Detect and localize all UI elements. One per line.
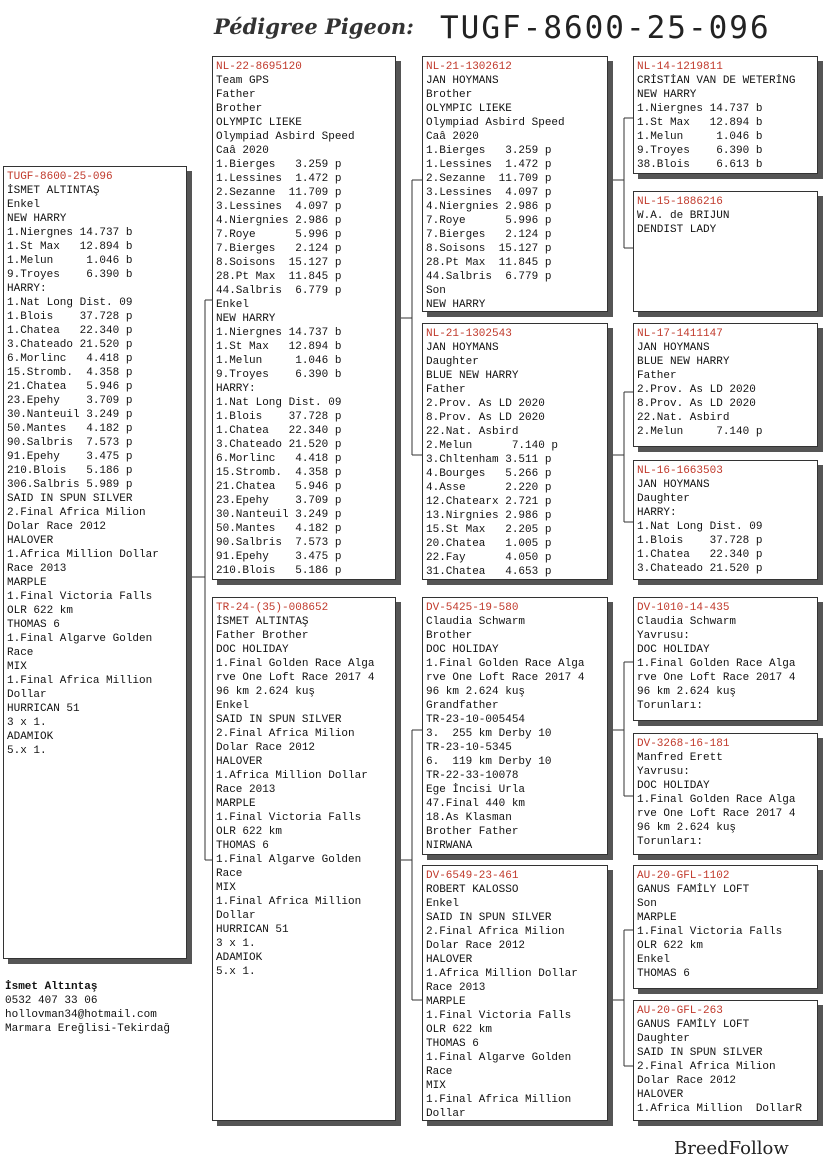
pedigree-line: 8.Soisons 15.127 p xyxy=(426,243,552,255)
pedigree-line: DOC HOLIDAY xyxy=(637,780,710,792)
pedigree-line: ADAMIOK xyxy=(216,952,263,964)
pedigree-line: Manfred Erett xyxy=(637,752,723,764)
pedigree-line: 7.Bierges 2.124 p xyxy=(426,229,552,241)
pedigree-line: 21.Chatea 5.946 p xyxy=(7,381,133,393)
pedigree-line: 1.Final Algarve Golden xyxy=(7,633,153,645)
pedigree-line: 23.Epehy 3.709 p xyxy=(7,395,133,407)
pedigree-line: MARPLE xyxy=(7,577,47,589)
pedigree-line: İSMET ALTINTAŞ xyxy=(7,185,100,197)
pigeon-card-subject[interactable] xyxy=(3,166,187,959)
pedigree-line: 8.Soisons 15.127 p xyxy=(216,257,342,269)
pedigree-line: 22.Fay 4.050 p xyxy=(426,552,552,564)
pedigree-line: OLR 622 km xyxy=(637,940,704,952)
pedigree-line: 1.Chatea 22.340 p xyxy=(216,425,342,437)
pigeon-ring-number: TUGF-8600-25-096 xyxy=(440,10,771,46)
pedigree-line: Ege İncisi Urla xyxy=(426,784,526,796)
pedigree-line: 90.Salbris 7.573 p xyxy=(7,437,133,449)
pedigree-line: GANUS FAMİLY LOFT xyxy=(637,884,750,896)
ring-number: AU-20-GFL-1102 xyxy=(637,870,730,882)
pedigree-line: Father xyxy=(637,370,677,382)
pigeon-card-father-sire[interactable] xyxy=(422,56,608,312)
pedigree-line: 1.Blois 37.728 p xyxy=(7,311,133,323)
owner-info xyxy=(5,980,170,1036)
ring-number: DV-3268-16-181 xyxy=(637,738,730,750)
pedigree-line: Caâ 2020 xyxy=(426,131,479,143)
pedigree-line: Son xyxy=(426,285,446,297)
pedigree-line: Team GPS xyxy=(216,75,269,87)
pedigree-line: Race xyxy=(7,647,34,659)
pedigree-line: THOMAS 6 xyxy=(426,1038,479,1050)
pigeon-card-father-dam[interactable] xyxy=(422,323,608,580)
pedigree-line: 4.Bourges 5.266 p xyxy=(426,468,552,480)
pedigree-line: 28.Pt Max 11.845 p xyxy=(216,271,342,283)
pedigree-line: ROBERT KALOSSO xyxy=(426,884,519,896)
pedigree-line: NIRWANA xyxy=(426,840,473,852)
pedigree-line: 15.St Max 2.205 p xyxy=(426,524,552,536)
pedigree-line: 47.Final 440 km xyxy=(426,798,526,810)
pedigree-line: 8.Prov. As LD 2020 xyxy=(426,412,545,424)
pedigree-line: W.A. de BRIJUN xyxy=(637,210,730,222)
pedigree-line: HALOVER xyxy=(426,954,473,966)
ring-number: NL-22-8695120 xyxy=(216,61,302,73)
pedigree-line: MIX xyxy=(7,661,27,673)
pedigree-line: 28.Pt Max 11.845 p xyxy=(426,257,552,269)
pedigree-line: JAN HOYMANS xyxy=(637,479,710,491)
ring-number: DV-6549-23-461 xyxy=(426,870,519,882)
pedigree-line: Race 2013 xyxy=(7,563,67,575)
pedigree-line: 9.Troyes 6.390 b xyxy=(637,145,763,157)
ring-number: NL-15-1886216 xyxy=(637,196,723,208)
pedigree-line: CRİSTİAN VAN DE WETERİNG xyxy=(637,75,796,87)
pedigree-line: HARRY: xyxy=(216,383,256,395)
pedigree-line: 12.Chatearx 2.721 p xyxy=(426,496,552,508)
pedigree-line: Race 2013 xyxy=(216,784,276,796)
pedigree-line: MIX xyxy=(426,1080,446,1092)
pedigree-line: 6.Morlinc 4.418 p xyxy=(7,353,133,365)
pedigree-line: 91.Epehy 3.475 p xyxy=(7,451,133,463)
pedigree-line: 1.Niergnes 14.737 b xyxy=(216,327,342,339)
pedigree-line: Claudia Schwarm xyxy=(637,616,737,628)
pedigree-line: HURRICAN 51 xyxy=(7,703,80,715)
pigeon-card-mff[interactable] xyxy=(633,597,818,721)
pedigree-line: OLR 622 km xyxy=(426,1024,493,1036)
pedigree-line: TR-23-10-005454 xyxy=(426,714,526,726)
pedigree-line: Father xyxy=(216,89,256,101)
pedigree-line: 7.Roye 5.996 p xyxy=(426,215,552,227)
pedigree-line: NEW HARRY xyxy=(426,299,486,311)
pedigree-line: 9.Troyes 6.390 b xyxy=(7,269,133,281)
pedigree-line: HURRICAN 51 xyxy=(216,924,289,936)
pedigree-line: Olympiad Asbird Speed xyxy=(216,131,355,143)
pedigree-line: 18.As Klasman xyxy=(426,812,512,824)
pedigree-line: 3.Chateado 21.520 p xyxy=(216,439,342,451)
pedigree-line: 5.x 1. xyxy=(216,966,256,978)
pedigree-line: 1.Chatea 22.340 p xyxy=(637,549,763,561)
pigeon-card-mother-dam[interactable] xyxy=(422,865,608,1121)
pedigree-line: 91.Epehy 3.475 p xyxy=(216,551,342,563)
pedigree-line: 1.St Max 12.894 b xyxy=(216,341,342,353)
pedigree-line: 1.Final Golden Race Alga xyxy=(637,658,796,670)
pedigree-line: Torunları: xyxy=(637,700,704,712)
pedigree-line: SAID IN SPUN SILVER xyxy=(426,912,552,924)
pigeon-card-father[interactable] xyxy=(212,56,396,580)
pedigree-line: 1.Final Victoria Falls xyxy=(216,812,362,824)
pedigree-line: 30.Nanteuil 3.249 p xyxy=(216,509,342,521)
pedigree-line: Race xyxy=(426,1066,453,1078)
pedigree-line: rve One Loft Race 2017 4 xyxy=(637,808,796,820)
pedigree-line: rve One Loft Race 2017 4 xyxy=(426,672,585,684)
pedigree-line: 9.Troyes 6.390 b xyxy=(216,369,342,381)
pedigree-line: 1.St Max 12.894 b xyxy=(7,241,133,253)
pedigree-line: Brother xyxy=(216,103,263,115)
pedigree-line: 44.Salbris 6.779 p xyxy=(426,271,552,283)
pedigree-line: 210.Blois 5.186 p xyxy=(216,565,342,577)
pigeon-card-mother[interactable] xyxy=(212,597,396,1121)
pedigree-line: SAID IN SPUN SILVER xyxy=(216,714,342,726)
pedigree-line: Father xyxy=(426,384,466,396)
pedigree-line: 4.Niergnies 2.986 p xyxy=(216,215,342,227)
ring-number: DV-5425-19-580 xyxy=(426,602,519,614)
pedigree-line: DOC HOLIDAY xyxy=(637,644,710,656)
pedigree-line: TR-23-10-5345 xyxy=(426,742,512,754)
pigeon-card-ffm[interactable] xyxy=(633,191,818,312)
pigeon-card-mmf[interactable] xyxy=(633,865,818,989)
pedigree-line: Daughter xyxy=(426,356,479,368)
pigeon-card-fmf[interactable] xyxy=(633,323,818,447)
pedigree-line: 1.Melun 1.046 b xyxy=(637,131,763,143)
pedigree-line: 3.Chltenham 3.511 p xyxy=(426,454,552,466)
pedigree-heading: Pédigree Pigeon: xyxy=(214,14,414,39)
pedigree-line: MIX xyxy=(216,882,236,894)
pedigree-line: HARRY: xyxy=(637,507,677,519)
pedigree-line: 3 x 1. xyxy=(216,938,256,950)
pedigree-line: TR-22-33-10078 xyxy=(426,770,519,782)
pedigree-line: 3.Chateado 21.520 p xyxy=(7,339,133,351)
pedigree-line: NEW HARRY xyxy=(216,313,276,325)
pedigree-line: Dollar xyxy=(7,689,47,701)
pedigree-line: 50.Mantes 4.182 p xyxy=(7,423,133,435)
pedigree-line: Dolar Race 2012 xyxy=(637,1075,737,1087)
pedigree-line: Dolar Race 2012 xyxy=(7,521,107,533)
pedigree-line: OLR 622 km xyxy=(7,605,74,617)
ring-number: NL-14-1219811 xyxy=(637,61,723,73)
pedigree-line: 96 km 2.624 kuş xyxy=(637,686,737,698)
pedigree-line: OLR 622 km xyxy=(216,826,283,838)
pedigree-line: JAN HOYMANS xyxy=(426,75,499,87)
pedigree-line: HALOVER xyxy=(216,756,263,768)
pedigree-line: 2.Final Africa Milion xyxy=(426,926,565,938)
pedigree-line: 3.Lessines 4.097 p xyxy=(426,187,552,199)
pedigree-line: 1.Bierges 3.259 p xyxy=(426,145,552,157)
pedigree-line: 8.Prov. As LD 2020 xyxy=(637,398,756,410)
pedigree-line: Torunları: xyxy=(637,836,704,848)
pedigree-line: HALOVER xyxy=(637,1089,684,1101)
pedigree-line: 2.Melun 7.140 p xyxy=(426,440,559,452)
pedigree-line: 2.Final Africa Milion xyxy=(637,1061,776,1073)
pedigree-line: 4.Asse 2.220 p xyxy=(426,482,552,494)
pedigree-line: Enkel xyxy=(7,199,41,211)
pedigree-line: HALOVER xyxy=(7,535,54,547)
pigeon-card-fmm[interactable] xyxy=(633,460,818,580)
pedigree-line: 1.Africa Million DollarR xyxy=(637,1103,803,1115)
pedigree-line: Caâ 2020 xyxy=(216,145,269,157)
ring-number: TR-24-(35)-008652 xyxy=(216,602,329,614)
pedigree-line: 2.Sezanne 11.709 p xyxy=(426,173,552,185)
pedigree-line: 1.Final Golden Race Alga xyxy=(637,794,796,806)
pedigree-line: OLYMPIC LIEKE xyxy=(216,117,302,129)
pedigree-line: Olympiad Asbird Speed xyxy=(426,117,565,129)
pedigree-line: THOMAS 6 xyxy=(216,840,269,852)
pedigree-line: 7.Bierges 2.124 p xyxy=(216,243,342,255)
pedigree-line: BLUE NEW HARRY xyxy=(426,370,519,382)
pedigree-line: NEW HARRY xyxy=(7,213,67,225)
pedigree-line: 1.Nat Long Dist. 09 xyxy=(637,521,763,533)
pedigree-line: Race 2013 xyxy=(426,982,486,994)
pedigree-line: 21.Chatea 5.946 p xyxy=(216,481,342,493)
pedigree-line: 210.Blois 5.186 p xyxy=(7,465,133,477)
owner-phone[interactable]: 0532 407 33 06 xyxy=(5,995,98,1007)
pedigree-line: 1.Chatea 22.340 p xyxy=(7,325,133,337)
pedigree-line: 96 km 2.624 kuş xyxy=(216,686,316,698)
pedigree-line: Brother xyxy=(426,89,473,101)
pedigree-line: Brother xyxy=(426,630,473,642)
pedigree-line: HARRY: xyxy=(7,283,47,295)
pedigree-line: DOC HOLIDAY xyxy=(216,644,289,656)
pedigree-line: JAN HOYMANS xyxy=(426,342,499,354)
pedigree-line: 1.Final Victoria Falls xyxy=(7,591,153,603)
pedigree-line: 2.Final Africa Milion xyxy=(7,507,146,519)
pedigree-line: 3.Chateado 21.520 p xyxy=(637,563,763,575)
pedigree-line: Dollar xyxy=(426,1108,466,1120)
pedigree-line: 90.Salbris 7.573 p xyxy=(216,537,342,549)
pedigree-line: MARPLE xyxy=(216,798,256,810)
pigeon-card-mfm[interactable] xyxy=(633,733,818,855)
pedigree-line: 6. 119 km Derby 10 xyxy=(426,756,552,768)
pedigree-line: MARPLE xyxy=(637,912,677,924)
pedigree-line: 20.Chatea 1.005 p xyxy=(426,538,552,550)
pedigree-line: 1.Nat Long Dist. 09 xyxy=(216,397,342,409)
pedigree-line: 1.Blois 37.728 p xyxy=(637,535,763,547)
pedigree-line: 2.Final Africa Milion xyxy=(216,728,355,740)
pedigree-line: 96 km 2.624 kuş xyxy=(637,822,737,834)
pedigree-line: rve One Loft Race 2017 4 xyxy=(637,672,796,684)
pedigree-line: MARPLE xyxy=(426,996,466,1008)
pedigree-line: 3 x 1. xyxy=(7,717,47,729)
pedigree-line: 5.x 1. xyxy=(7,745,47,757)
pedigree-line: 96 km 2.624 kuş xyxy=(426,686,526,698)
pedigree-line: 306.Salbris 5.989 p xyxy=(7,479,133,491)
pedigree-line: 1.Nat Long Dist. 09 xyxy=(7,297,133,309)
ring-number: DV-1010-14-435 xyxy=(637,602,730,614)
pedigree-line: Daughter xyxy=(637,1033,690,1045)
owner-name: İsmet Altıntaş xyxy=(5,981,98,993)
pedigree-line: Dollar xyxy=(216,910,256,922)
pedigree-line: Enkel xyxy=(216,299,250,311)
pedigree-line: 1.Melun 1.046 b xyxy=(216,355,342,367)
pigeon-card-mother-sire[interactable] xyxy=(422,597,608,855)
pedigree-line: 1.Africa Million Dollar xyxy=(7,549,159,561)
pedigree-line: rve One Loft Race 2017 4 xyxy=(216,672,375,684)
pedigree-line: Grandfather xyxy=(426,700,499,712)
pedigree-line: 50.Mantes 4.182 p xyxy=(216,523,342,535)
pedigree-line: Dolar Race 2012 xyxy=(426,940,526,952)
pedigree-line: 6.Morlinc 4.418 p xyxy=(216,453,342,465)
pedigree-line: 15.Stromb. 4.358 p xyxy=(7,367,133,379)
pedigree-line: DOC HOLIDAY xyxy=(426,644,499,656)
pedigree-line: 1.Melun 1.046 b xyxy=(7,255,133,267)
pedigree-line: 23.Epehy 3.709 p xyxy=(216,495,342,507)
ring-number: NL-21-1302612 xyxy=(426,61,512,73)
pedigree-line: 1.Africa Million Dollar xyxy=(426,968,578,980)
pedigree-line: OLYMPIC LIEKE xyxy=(426,103,512,115)
pedigree-line: 22.Nat. Asbird xyxy=(426,426,519,438)
pedigree-line: 31.Chatea 4.653 p xyxy=(426,566,552,578)
pigeon-card-fff[interactable] xyxy=(633,56,818,174)
pedigree-line: 1.Final Africa Million xyxy=(216,896,362,908)
pedigree-line: Brother Father xyxy=(426,826,519,838)
pedigree-line: 2.Prov. As LD 2020 xyxy=(637,384,756,396)
pedigree-line: SAID IN SPUN SILVER xyxy=(7,493,133,505)
pedigree-line: 1.Final Africa Million xyxy=(426,1094,572,1106)
pedigree-line: JAN HOYMANS xyxy=(637,342,710,354)
pedigree-line: İSMET ALTINTAŞ xyxy=(216,616,309,628)
pedigree-line: Yavrusu: xyxy=(637,630,690,642)
pedigree-line: 1.Final Victoria Falls xyxy=(637,926,783,938)
pedigree-line: 1.Bierges 3.259 p xyxy=(216,159,342,171)
pedigree-line: Dolar Race 2012 xyxy=(216,742,316,754)
pedigree-line: 7.Roye 5.996 p xyxy=(216,229,342,241)
pedigree-line: Daughter xyxy=(637,493,690,505)
pedigree-line: 1.Lessines 1.472 p xyxy=(216,173,342,185)
pedigree-line: 22.Nat. Asbird xyxy=(637,412,730,424)
pedigree-line: 2.Prov. As LD 2020 xyxy=(426,398,545,410)
pedigree-line: 1.Final Golden Race Alga xyxy=(426,658,585,670)
pedigree-line: Son xyxy=(637,898,657,910)
pedigree-line: 3. 255 km Derby 10 xyxy=(426,728,552,740)
pedigree-line: Father Brother xyxy=(216,630,309,642)
ring-number: NL-16-1663503 xyxy=(637,465,723,477)
pedigree-line: 13.Nirgnies 2.986 p xyxy=(426,510,552,522)
pedigree-line: Race xyxy=(216,868,243,880)
pedigree-line: 1.St Max 12.894 b xyxy=(637,117,763,129)
pedigree-line: THOMAS 6 xyxy=(637,968,690,980)
pedigree-line: 1.Final Algarve Golden xyxy=(216,854,362,866)
owner-email[interactable]: hollovman34@hotmail.com xyxy=(5,1009,157,1021)
pedigree-line: 1.Final Golden Race Alga xyxy=(216,658,375,670)
owner-location: Marmara Ereğlisi-Tekirdağ xyxy=(5,1023,171,1035)
pedigree-line: ADAMIOK xyxy=(7,731,54,743)
pedigree-line: 1.Final Victoria Falls xyxy=(426,1010,572,1022)
pedigree-line: SAID IN SPUN SILVER xyxy=(637,1047,763,1059)
pedigree-line: 1.Blois 37.728 p xyxy=(216,411,342,423)
ring-number: TUGF-8600-25-096 xyxy=(7,171,113,183)
pedigree-line: NEW HARRY xyxy=(637,89,697,101)
brand-logo: BreedFollow xyxy=(674,1138,789,1159)
pedigree-line: Claudia Schwarm xyxy=(426,616,526,628)
pedigree-line: 2.Melun 7.140 p xyxy=(637,426,763,438)
pedigree-line: 1.Africa Million Dollar xyxy=(216,770,368,782)
pedigree-line: 4.Niergnies 2.986 p xyxy=(426,201,552,213)
pedigree-line: Enkel xyxy=(426,898,460,910)
pedigree-line: BLUE NEW HARRY xyxy=(637,356,730,368)
pedigree-line: Enkel xyxy=(216,700,250,712)
ring-number: NL-17-1411147 xyxy=(637,328,723,340)
pedigree-line: 1.Niergnes 14.737 b xyxy=(7,227,133,239)
ring-number: AU-20-GFL-263 xyxy=(637,1005,723,1017)
pedigree-line: 2.Sezanne 11.709 p xyxy=(216,187,342,199)
pedigree-line: 1.Final Algarve Golden xyxy=(426,1052,572,1064)
pedigree-line: Yavrusu: xyxy=(637,766,690,778)
pedigree-line: 38.Blois 6.613 b xyxy=(637,159,763,171)
ring-number: NL-21-1302543 xyxy=(426,328,512,340)
pedigree-line: 3.Lessines 4.097 p xyxy=(216,201,342,213)
pedigree-line: 15.Stromb. 4.358 p xyxy=(216,467,342,479)
pedigree-line: 1.Lessines 1.472 p xyxy=(426,159,552,171)
pedigree-line: 30.Nanteuil 3.249 p xyxy=(7,409,133,421)
pedigree-line: 44.Salbris 6.779 p xyxy=(216,285,342,297)
pedigree-line: DENDIST LADY xyxy=(637,224,717,236)
pedigree-line: 1.Niergnes 14.737 b xyxy=(637,103,763,115)
pedigree-line: GANUS FAMİLY LOFT xyxy=(637,1019,750,1031)
pedigree-line: 1.Final Africa Million xyxy=(7,675,153,687)
pedigree-line: THOMAS 6 xyxy=(7,619,60,631)
pedigree-line: Enkel xyxy=(637,954,671,966)
pigeon-card-mmm[interactable] xyxy=(633,1000,818,1121)
